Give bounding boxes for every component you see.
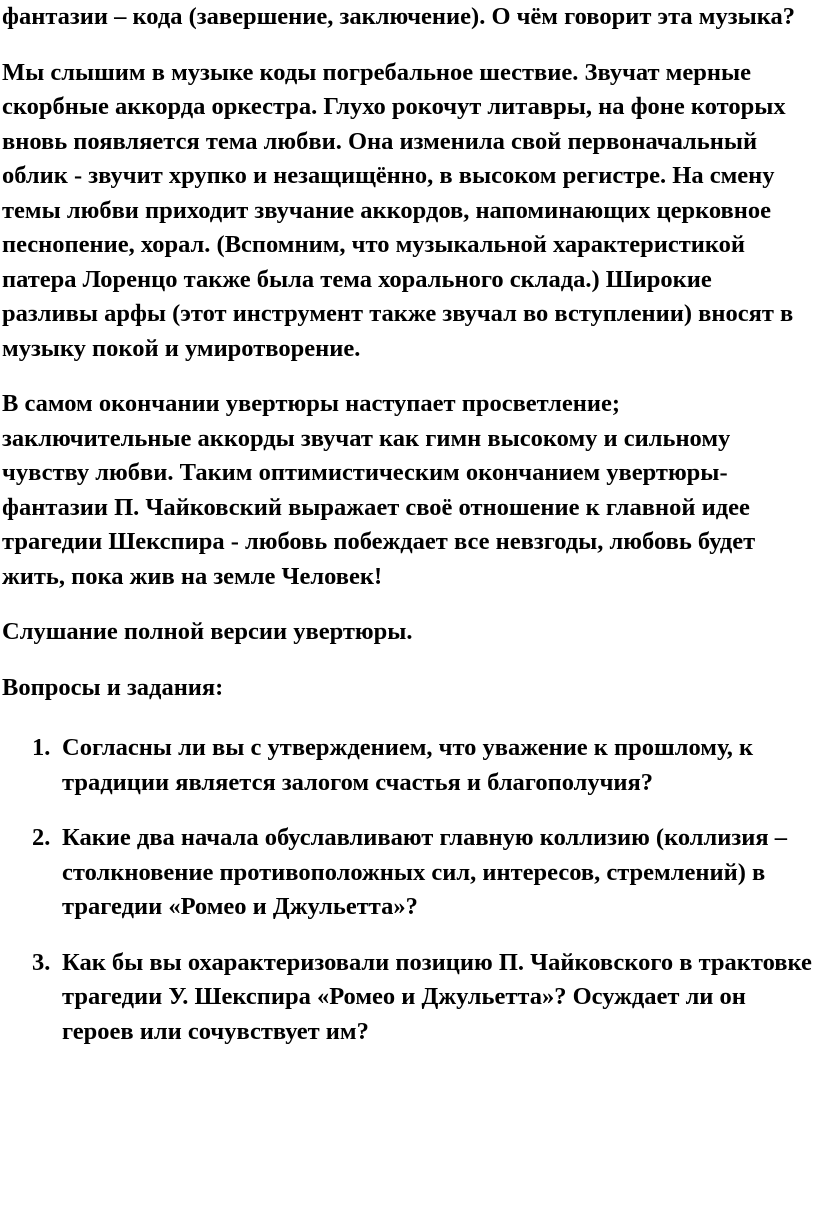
question-item xyxy=(2,821,812,925)
question-number: 2. xyxy=(32,824,51,851)
paragraph-listening-note: Слушание полной версии увертюры. xyxy=(2,618,413,645)
question-text: Согласны ли вы с утверждением, что уважение к прошлому, к традиции является залогом счастья и благополучия? xyxy=(62,734,754,796)
paragraph-coda-question: фантазии – кода (завершение, заключение). О чём говорит эта музыка? xyxy=(2,3,795,30)
question-item xyxy=(2,731,812,800)
question-item xyxy=(2,946,812,1050)
paragraph-ending-description: В самом окончании увертюры наступает просветление; заключительные аккорды звучат как гимн высокому и сильному чувству любви. Таким оптимистическим окончанием увертюры-фантазии П. Чайковский выражает своё отношение к главной идее трагедии Шекспира - любовь побеждает все невзгоды, любовь будет жить, пока жив на земле Человек! xyxy=(2,390,756,590)
question-number: 3. xyxy=(32,948,51,976)
question-number: 1. xyxy=(32,734,51,761)
question-text: Как бы вы охарактеризовали позицию П. Чайковского в трактовке трагедии У. Шекспира «Ромео и Джульетта»? Осуждает ли он героев или сочувствует им? xyxy=(62,948,812,1045)
questions-list xyxy=(2,731,812,1049)
question-text: Какие два начала обуславливают главную коллизию (коллизия – столкновение противоположных сил, интересов, стремлений) в трагедии «Ромео и Джульетта»? xyxy=(62,824,787,920)
paragraph-coda-description: Мы слышим в музыке коды погребальное шествие. Звучат мерные скорбные аккорда оркестра. Глухо рокочут литавры, на фоне которых вновь появляется тема любви. Она изменила свой первоначальный облик - звучит хрупко и незащищённо, в высоком регистре. На смену темы любви приходит звучание аккордов, напоминающих церковное песнопение, хорал. (Вспомним, что музыкальной характеристикой патера Лоренцо также была тема хорального склада.) Широкие разливы арфы (этот инструмент также звучал во вступлении) вносят в музыку покой и умиротворение. xyxy=(2,58,794,362)
questions-heading: Вопросы и задания: xyxy=(2,673,224,701)
